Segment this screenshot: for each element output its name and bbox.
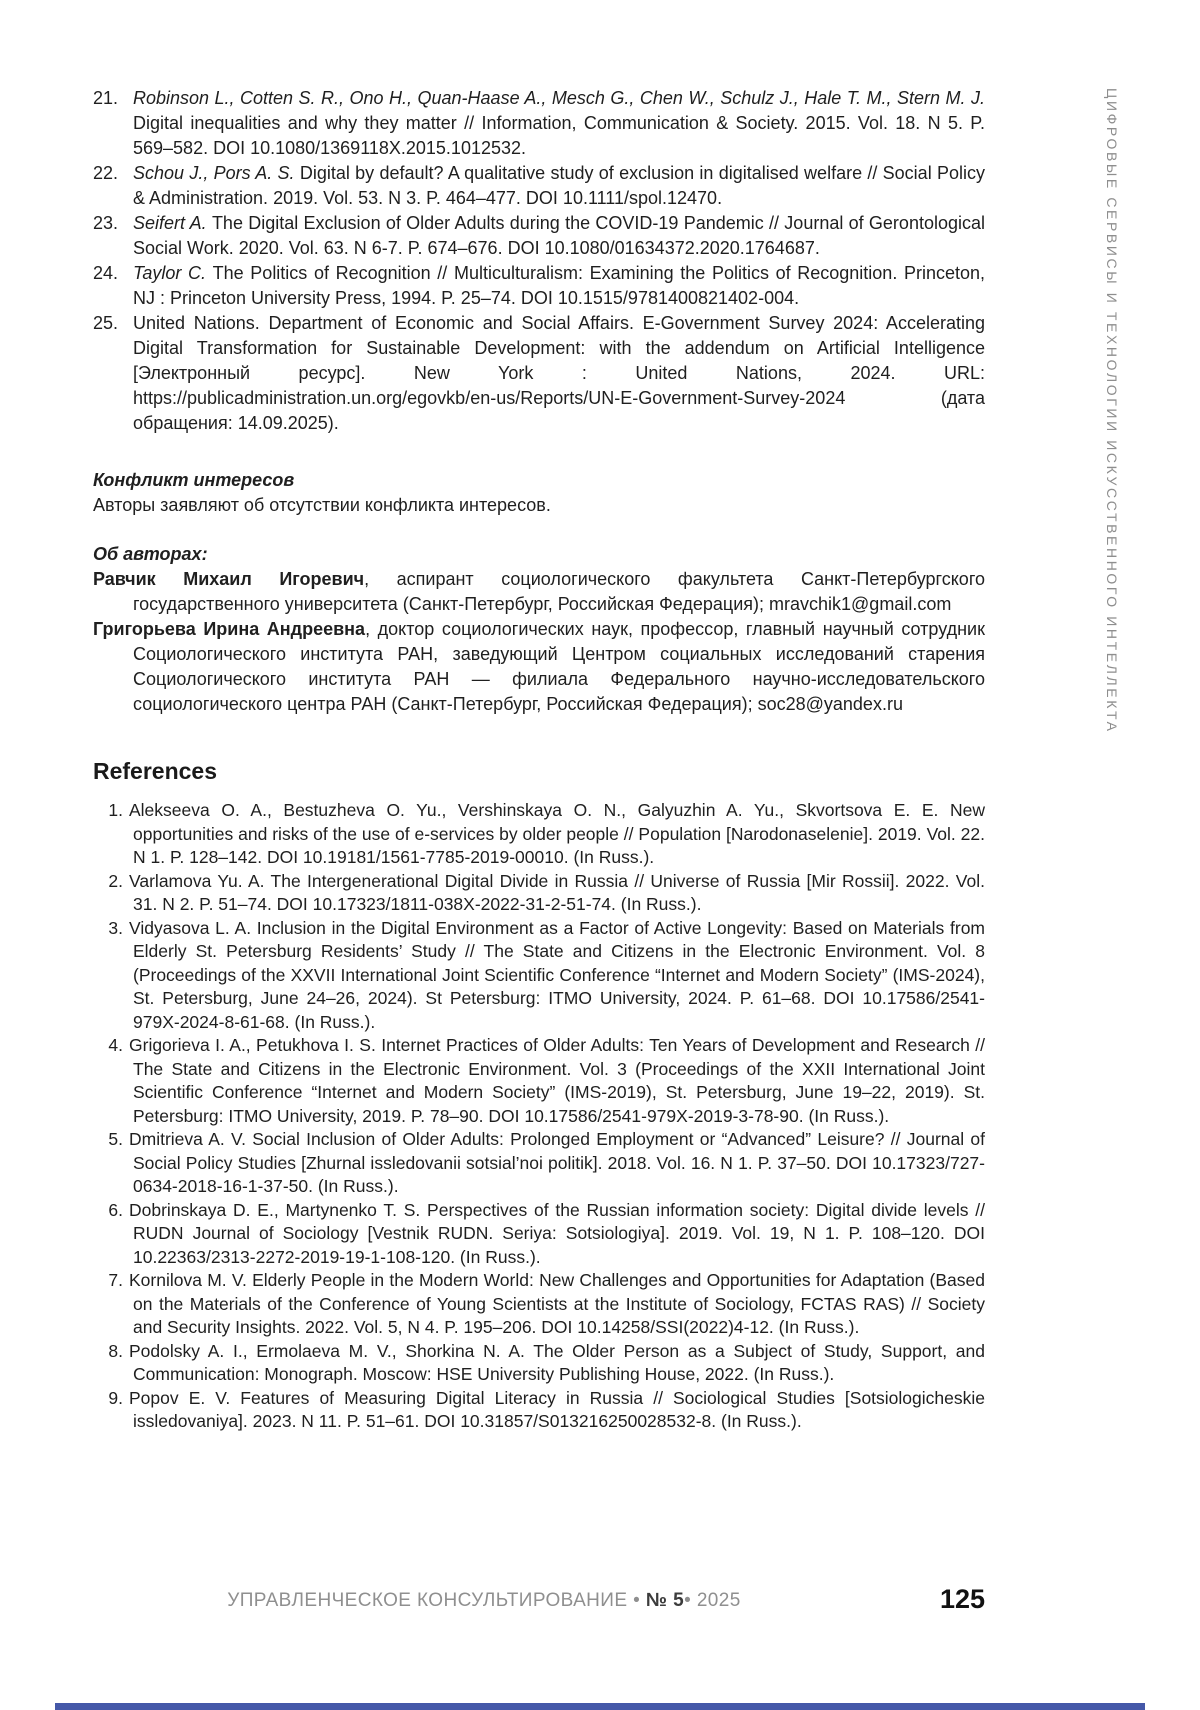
- section-rubric-vertical-label: ЦИФРОВЫЕ СЕРВИСЫ И ТЕХНОЛОГИИ ИСКУССТВЕННОГО ИНТЕЛЛЕКТА: [1104, 88, 1120, 734]
- ref-number: 2.: [108, 870, 123, 891]
- ref-text: The Politics of Recognition // Multiculturalism: Examining the Politics of Recognition. Princeton, NJ : Princeton University Press, 1994. P. 25–74. DOI 10.1515/9781400821402-004.: [133, 263, 985, 308]
- reference-list-en: [93, 799, 985, 1434]
- reference-item: [93, 870, 985, 917]
- footer-separator: •: [684, 1590, 692, 1611]
- references-heading: References: [93, 758, 218, 784]
- reference-item: [93, 1034, 985, 1128]
- ref-text: Vidyasova L. A. Inclusion in the Digital Environment as a Factor of Active Longevity: Based on Materials from Elderly St. Petersburg Residents’ Study // The State and Citizens in the Electronic Environment. Vol. 8 (Proceedings of the XXVII International Joint Scientific Conference “Internet and Modern Society” (IMS-2024), St. Petersburg, June 24–26, 2024). St Petersburg: ITMO University, 2024. P. 61–68. DOI 10.17586/2541-979X-2024-8-61-68. (In Russ.).: [129, 917, 985, 1032]
- ref-text: Alekseeva O. A., Bestuzheva O. Yu., Vershinskaya O. N., Galyuzhin A. Yu., Skvortsova E. E. New opportunities and risks of the use of e-services by older people // Population [Narodonaselenie]. 2019. Vol. 22. N 1. P. 128–142. DOI 10.19181/1561-7785-2019-00010. (In Russ.).: [129, 800, 985, 867]
- ref-number: 21.: [93, 88, 119, 108]
- ref-text: Popov E. V. Features of Measuring Digital Literacy in Russia // Sociological Studies [Sotsiologicheskie issledovaniya]. 2023. N 11. P. 51–61. DOI 10.31857/S013216250028532-8. (In Russ.).: [129, 1387, 985, 1431]
- reference-item: [93, 311, 985, 436]
- page-footer: [93, 1586, 985, 1620]
- publication-year: 2025: [696, 1590, 741, 1611]
- ref-number: 7.: [108, 1270, 123, 1290]
- ref-number: 23.: [93, 213, 119, 233]
- ref-text: Digital inequalities and why they matter // Information, Communication & Society. 2015. Vol. 18. N 5. P. 569–582. DOI 10.1080/1369118X.2015.1012532.: [133, 113, 985, 158]
- author-name: Григорьева Ирина Андреевна: [93, 619, 366, 639]
- ref-text: Grigorieva I. A., Petukhova I. S. Internet Practices of Older Adults: Ten Years of Development and Research // The State and Citizens in the Electronic Environment. Vol. 3 (Proceedings of the XXII International Joint Scientific Conference “Internet and Modern Society” (IMS-2019), St. Petersburg, June 19–22, 2019). St. Petersburg: ITMO University, 2019. P. 78–90. DOI 10.17586/2541-979X-2019-3-78-90. (In Russ.).: [129, 1035, 985, 1126]
- ref-text: Dobrinskaya D. E., Martynenko T. S. Perspectives of the Russian information society: Digital divide levels // RUDN Journal of Sociology [Vestnik RUDN. Seriya: Sotsiologiya]. 2019. Vol. 19, N 1. P. 108–120. DOI 10.22363/2313-2272-2019-19-1-108-120. (In Russ.).: [129, 1199, 985, 1267]
- journal-footer-line: [93, 1590, 875, 1612]
- ref-number: 24.: [93, 263, 119, 283]
- author-entry: [93, 617, 985, 717]
- ref-number: 4.: [108, 1035, 123, 1055]
- ref-authors: Seifert A.: [133, 213, 212, 233]
- ref-text: The Digital Exclusion of Older Adults during the COVID-19 Pandemic // Journal of Gerontological Social Work. 2020. Vol. 63. N 6-7. P. 674–676. DOI 10.1080/01634372.2020.1764687.: [133, 213, 985, 258]
- reference-item: [93, 86, 985, 161]
- author-name: Равчик Михаил Игоревич: [93, 569, 365, 589]
- ref-authors: Schou J., Pors A. S.: [133, 163, 300, 183]
- reference-item: [93, 1128, 985, 1199]
- reference-item: [93, 1199, 985, 1270]
- journal-title: УПРАВЛЕНЧЕСКОЕ КОНСУЛЬТИРОВАНИЕ: [227, 1590, 628, 1611]
- ref-text: Kornilova M. V. Elderly People in the Modern World: New Challenges and Opportunities for Adaptation (Based on the Materials of the Conference of Young Scientists at the Institute of Sociology, FCTAS RAS) // Society and Security Insights. 2022. Vol. 5, N 4. P. 195–206. DOI 10.14258/SSI(2022)4-12. (In Russ.).: [129, 1270, 985, 1337]
- ref-number: 25.: [93, 313, 119, 333]
- main-column: [93, 86, 985, 1434]
- ref-text: Varlamova Yu. A. The Intergenerational Digital Divide in Russia // Universe of Russia [Mir Rossii]. 2022. Vol. 31. N 2. P. 51–74. DOI 10.17323/1811-038X-2022-31-2-51-74. (In Russ.).: [129, 870, 985, 914]
- issue-number: № 5: [645, 1590, 685, 1611]
- page-number: 125: [939, 1584, 985, 1614]
- ref-authors: Taylor C.: [133, 263, 213, 283]
- ref-text: Dmitrieva A. V. Social Inclusion of Older Adults: Prolonged Employment or “Advanced” Leisure? // Journal of Social Policy Studies [Zhurnal issledovanii sotsial’noi politik]. 2018. Vol. 16. N 1. P. 37–50. DOI 10.17323/727-0634-2018-16-1-37-50. (In Russ.).: [129, 1129, 985, 1196]
- ref-number: 3.: [108, 917, 123, 938]
- reference-item: [93, 161, 985, 211]
- ref-number: 22.: [93, 163, 119, 183]
- conflict-of-interest-body: Авторы заявляют об отсутствии конфликта интересов.: [93, 495, 551, 515]
- reference-item: [93, 261, 985, 311]
- ref-number: 1.: [108, 800, 123, 820]
- ref-authors: Robinson L., Cotten S. R., Ono H., Quan-Haase A., Mesch G., Chen W., Schulz J., Hale T. M., Stern M. J.: [133, 88, 985, 108]
- author-entry: [93, 567, 985, 617]
- ref-text: Digital by default? A qualitative study of exclusion in digitalised welfare // Social Policy & Administration. 2019. Vol. 53. N 3. P. 464–477. DOI 10.1111/spol.12470.: [133, 163, 986, 208]
- reference-item: [93, 1387, 985, 1434]
- reference-item: [93, 1340, 985, 1387]
- ref-number: 6.: [108, 1199, 123, 1220]
- reference-item: [93, 211, 985, 261]
- ref-number: 5.: [108, 1129, 123, 1149]
- reference-item: [93, 1269, 985, 1340]
- ref-text: Podolsky A. I., Ermolaeva M. V., Shorkina N. A. The Older Person as a Subject of Study, Support, and Communication: Monograph. Moscow: HSE University Publishing House, 2022. (In Russ.).: [129, 1340, 985, 1384]
- ref-text: United Nations. Department of Economic and Social Affairs. E-Government Survey 2024: Accelerating Digital Transformation for Sustainable Development: with the addendum on Artificial Intelligence [Электронный ресурс]. New York : United Nations, 2024. URL: https://publicadministration.un.org/egovkb/en-us/Reports/UN-E-Government-Survey-2024 (дата обращения: 14.09.2025).: [133, 313, 985, 433]
- reference-item: [93, 799, 985, 870]
- ref-number: 8.: [108, 1340, 123, 1361]
- reference-list-ru: [93, 86, 985, 436]
- footer-separator: •: [633, 1590, 641, 1611]
- author-bio: , доктор социологических наук, профессор, главный научный сотрудник Социологического института РАН, заведующий Центром социальных исследований старения Социологического института РАН — филиала Федерального научно-исследовательского социологического центра РАН (Санкт-Петербург, Российская Федерация); soc28@yandex.ru: [133, 619, 985, 714]
- bottom-accent-bar: [55, 1703, 1145, 1710]
- ref-number: 9.: [108, 1387, 123, 1408]
- author-bio: , аспирант социологического факультета Санкт-Петербургского государственного университета (Санкт-Петербург, Российская Федерация); mravchik1@gmail.com: [133, 569, 985, 614]
- conflict-of-interest-heading: Конфликт интересов: [93, 470, 295, 490]
- reference-item: [93, 917, 985, 1035]
- about-authors-heading: Об авторах:: [93, 544, 208, 564]
